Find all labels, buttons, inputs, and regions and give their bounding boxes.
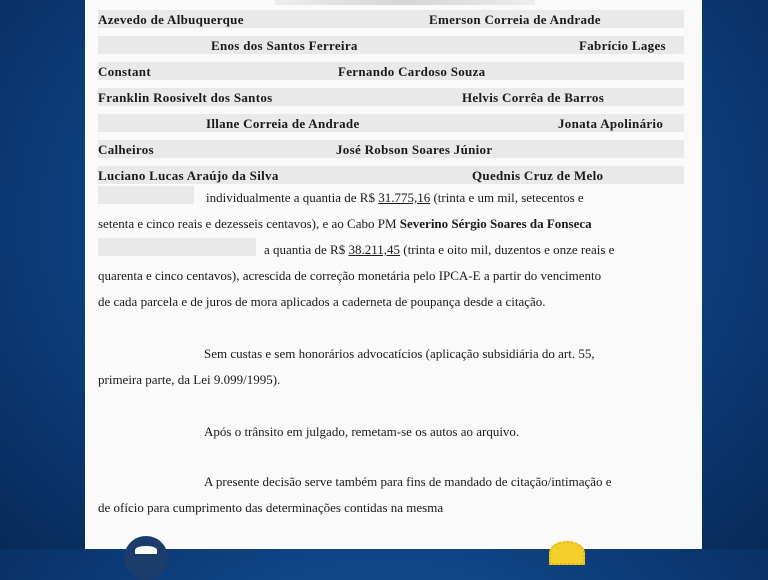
name-entry: Jonata Apolinário: [558, 116, 664, 131]
name-entry: Azevedo de Albuquerque: [98, 12, 244, 27]
name-entry: Franklin Roosivelt dos Santos: [98, 90, 273, 105]
body-line: de ofício para cumprimento das determinações contidas na mesma: [98, 500, 444, 515]
name-entry: Luciano Lucas Araújo da Silva: [98, 168, 279, 183]
name-entry: Illane Correia de Andrade: [206, 116, 360, 131]
body-line: [98, 216, 592, 232]
name-entry: José Robson Soares Júnior: [336, 142, 493, 157]
body-line: A presente decisão serve também para fins de mandado de citação/intimação e: [204, 474, 612, 489]
body-text: (trinta e um mil, setecentos e: [430, 190, 584, 205]
body-line: Após o trânsito em julgado, remetam-se os autos ao arquivo.: [204, 424, 520, 439]
name-entry: Helvis Corrêa de Barros: [462, 90, 605, 105]
person-name: Severino Sérgio Soares da Fonseca: [399, 216, 592, 231]
body-line: [206, 190, 584, 206]
amount-value: 38.211,45: [348, 242, 401, 257]
name-entry: Fernando Cardoso Souza: [338, 64, 486, 79]
sun-emblem-icon: [549, 541, 585, 565]
body-text: setenta e cinco reais e dezesseis centavos), e ao Cabo PM: [98, 216, 400, 231]
body-text: a quantia de R$: [264, 242, 349, 257]
top-edge-smudge: [275, 0, 535, 5]
body-line: de cada parcela e de juros de mora aplicados a caderneta de poupança desde a citação.: [98, 294, 546, 309]
body-line: [264, 242, 614, 258]
name-entry: Quednis Cruz de Melo: [472, 168, 604, 183]
name-entry: Constant: [98, 64, 151, 79]
body-line: primeira parte, da Lei 9.099/1995).: [98, 372, 281, 387]
court-seal-icon: [124, 536, 168, 580]
body-text: (trinta e oito mil, duzentos e onze reais e: [400, 242, 615, 257]
body-line: Sem custas e sem honorários advocatícios (aplicação subsidiária do art. 55,: [204, 346, 595, 361]
body-line: quarenta e cinco centavos), acrescida de correção monetária pelo IPCA-E a partir do vencimento: [98, 268, 602, 283]
name-entry: Emerson Correia de Andrade: [429, 12, 601, 27]
name-entry: Calheiros: [98, 142, 154, 157]
redaction-bar: [98, 186, 194, 204]
name-entry: Enos dos Santos Ferreira: [211, 38, 358, 53]
name-entry: Fabrício Lages: [579, 38, 666, 53]
body-text: individualmente a quantia de R$: [206, 190, 379, 205]
amount-value: 31.775,16: [378, 190, 431, 205]
redaction-bar: [98, 238, 256, 256]
